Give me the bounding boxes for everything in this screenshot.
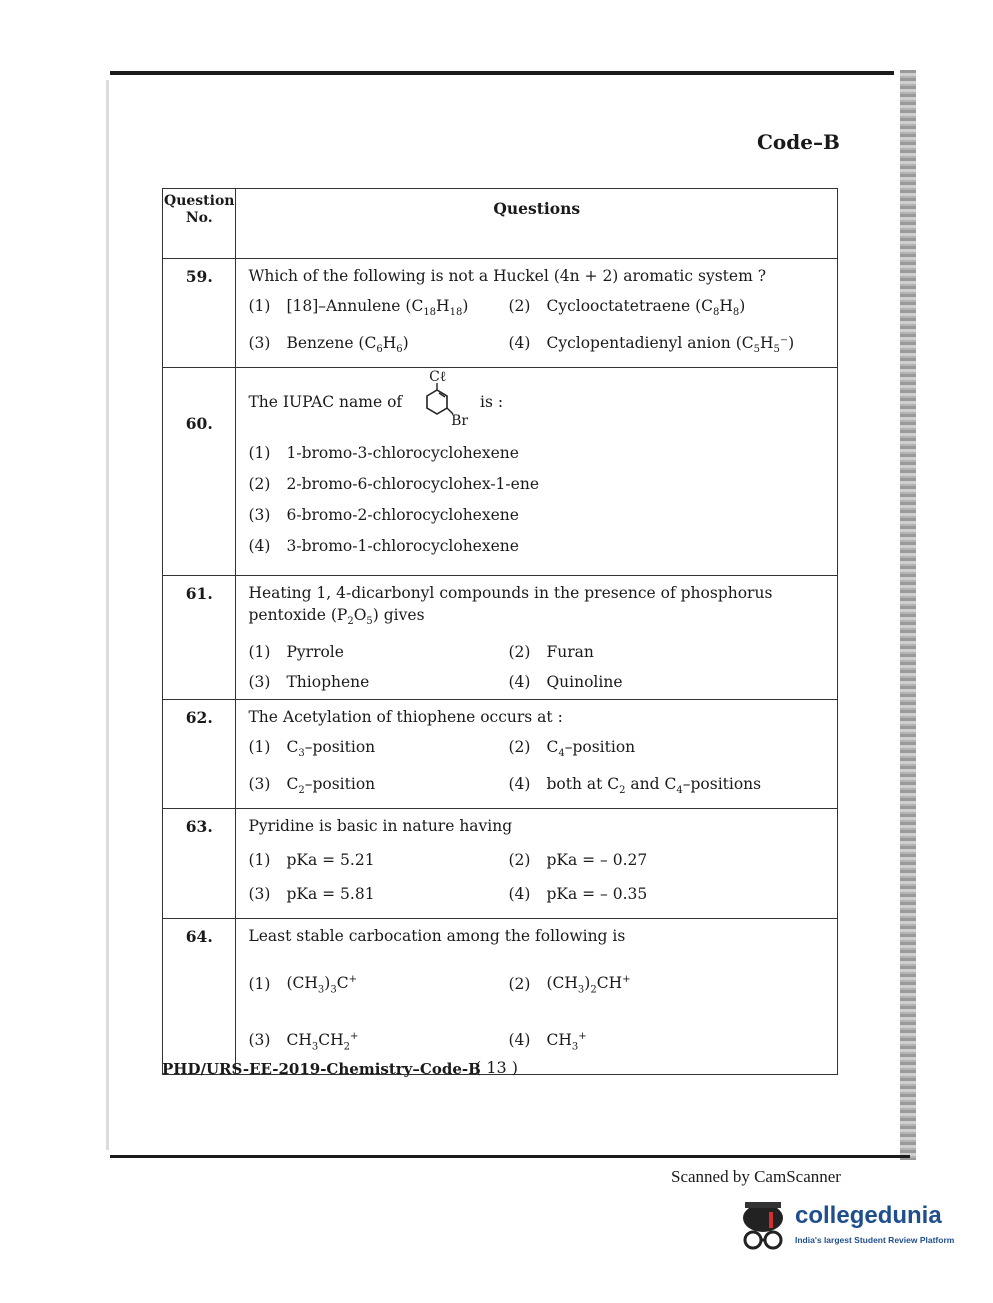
question-row-60 xyxy=(163,368,838,576)
option-4: (4) both at $C_2$ and $C_4$–positions xyxy=(508,775,762,797)
question-stem: Heating 1, 4-dicarbonyl compounds in the presence of phosphorus pentoxide $(P_2O_5)$ gives xyxy=(248,584,773,628)
option-4: (4) $CH_3^+$ xyxy=(508,1030,587,1052)
question-stem: The IUPAC name of Cℓ Br is : xyxy=(248,374,827,432)
option-1: (1) Pyrrole xyxy=(248,643,344,662)
top-rule xyxy=(110,71,894,75)
options xyxy=(248,736,827,802)
collegedunia-logo xyxy=(735,1198,965,1258)
question-row-64 xyxy=(163,919,838,1075)
option-3: (3) 6-bromo-2-chlorocyclohexene xyxy=(248,506,519,525)
question-stem: Pyridine is basic in nature having xyxy=(248,817,513,836)
question-body xyxy=(236,700,838,809)
option-1: (1) $C_3$–position xyxy=(248,738,376,760)
question-body xyxy=(236,919,838,1075)
options xyxy=(248,295,827,361)
option-1: (1) pKa = 5.21 xyxy=(248,851,375,870)
question-row-62 xyxy=(163,700,838,809)
student-mascot-icon xyxy=(735,1198,791,1256)
question-number: 64. xyxy=(163,919,236,1075)
option-2: (2) $(CH_3)_2CH^+$ xyxy=(508,974,631,996)
bottom-rule xyxy=(110,1155,910,1158)
option-2: (2) pKa = – 0.27 xyxy=(508,851,648,870)
footer-code: PHD/URS-EE-2019-Chemistry–Code-B xyxy=(162,1060,481,1078)
options xyxy=(248,641,827,693)
option-3: (3) Thiophene xyxy=(248,673,370,692)
question-number: 59. xyxy=(163,259,236,368)
right-scan-edge xyxy=(900,70,916,1160)
question-number: 62. xyxy=(163,700,236,809)
question-body xyxy=(236,576,838,700)
question-number: 60. xyxy=(163,368,236,576)
question-stem: Least stable carbocation among the following is xyxy=(248,927,626,946)
question-row-59 xyxy=(163,259,838,368)
left-scan-edge xyxy=(106,80,109,1150)
questions-header: Questions xyxy=(236,189,838,259)
option-1: (1) 1-bromo-3-chlorocyclohexene xyxy=(248,444,519,463)
logo-wordmark: collegedunia xyxy=(795,1202,942,1229)
question-table xyxy=(162,188,838,1075)
question-number: 63. xyxy=(163,809,236,919)
option-4: (4) pKa = – 0.35 xyxy=(508,885,648,904)
question-stem: The Acetylation of thiophene occurs at : xyxy=(248,708,563,727)
option-1: (1) [18]–Annulene $(C_{18}H_{18})$ xyxy=(248,297,469,319)
paper-code: Code–B xyxy=(757,130,840,154)
option-3: (3) Benzene $(C_6H_6)$ xyxy=(248,334,409,356)
option-1: (1) $(CH_3)_3C^+$ xyxy=(248,974,357,996)
scanner-watermark: Scanned by CamScanner xyxy=(671,1167,841,1186)
option-2: (2) Cyclooctatetraene $(C_8H_8)$ xyxy=(508,297,746,319)
option-3: (3) $CH_3CH_2^+$ xyxy=(248,1030,359,1052)
options xyxy=(248,849,827,905)
question-body xyxy=(236,259,838,368)
logo-tagline: India's largest Student Review Platform xyxy=(795,1235,955,1245)
option-3: (3) pKa = 5.81 xyxy=(248,885,375,904)
options xyxy=(248,969,827,1058)
question-body xyxy=(236,809,838,919)
question-row-63 xyxy=(163,809,838,919)
question-row-61 xyxy=(163,576,838,700)
br-label: Br xyxy=(451,413,469,430)
option-2: (2) Furan xyxy=(508,643,594,662)
cl-label: Cℓ xyxy=(429,369,447,386)
qno-header: Question No. xyxy=(163,189,236,259)
page-number: ( 13 ) xyxy=(475,1058,519,1077)
option-4: (4) Quinoline xyxy=(508,673,623,692)
bromochlorocyclohexene-structure xyxy=(407,369,475,432)
option-2: (2) $C_4$–position xyxy=(508,738,636,760)
question-stem: Which of the following is not a Huckel (4n + 2) aromatic system ? xyxy=(248,267,767,285)
question-body xyxy=(236,368,838,576)
option-4: (4) 3-bromo-1-chlorocyclohexene xyxy=(248,537,519,556)
question-number: 61. xyxy=(163,576,236,700)
options xyxy=(248,442,827,557)
option-3: (3) $C_2$–position xyxy=(248,775,376,797)
table-header xyxy=(163,189,838,259)
option-2: (2) 2-bromo-6-chlorocyclohex-1-ene xyxy=(248,475,539,494)
option-4: (4) Cyclopentadienyl anion $(C_5H_5^-)$ xyxy=(508,334,795,356)
